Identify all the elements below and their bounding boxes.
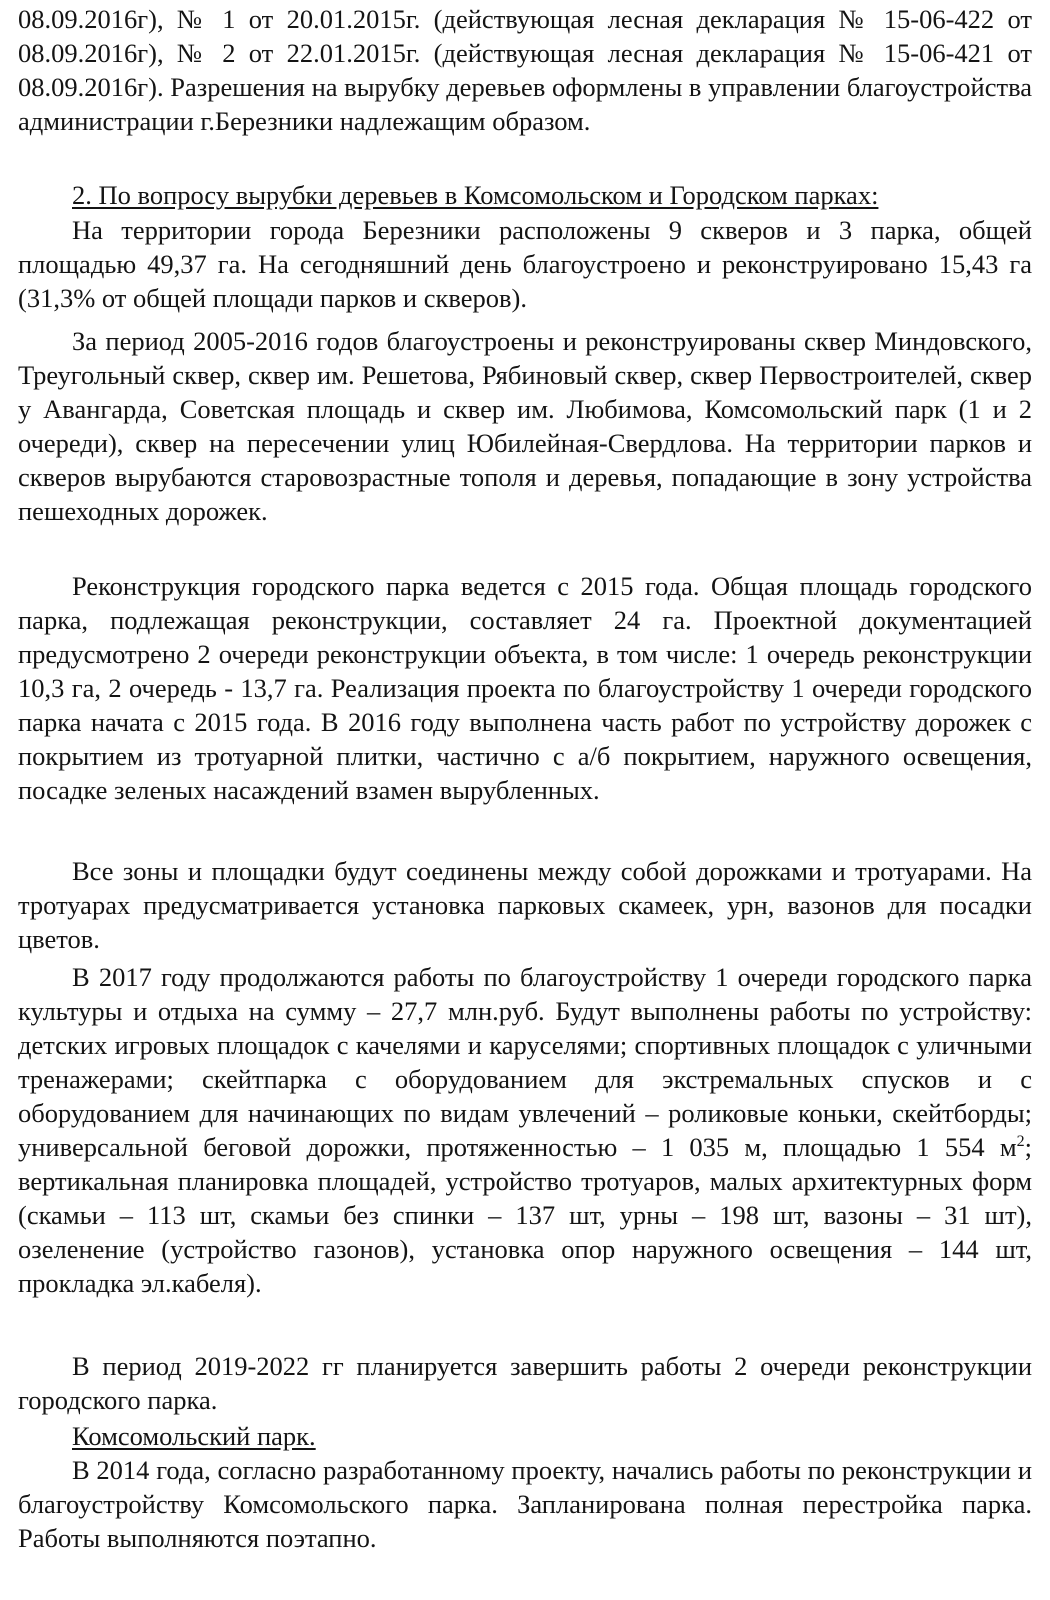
paragraph-2019-2022-plan: В период 2019-2022 гг планируется завершить работы 2 очереди реконструкции городского парка. <box>18 1351 1032 1415</box>
paragraph-2017-works-text: В 2017 году продолжаются работы по благоустройству 1 очереди городского парка культуры и отдыха на сумму – 27,7 млн.руб. Будут выполнены работы по устройству: детских игровых площадок с качелями и каруселями; спортивных площадок с уличными тренажерами; скейтпарка с оборудованием для экстремальных спусков и с оборудованием для начинающих по видам увлечений – роликовые коньки, скейтборды; универсальной беговой дорожки, протяженностью – 1 035 м, площадью 1 554 м <box>18 962 1032 1162</box>
paragraph-2017-works <box>18 960 1032 1300</box>
paragraph-2017-works-text-continued: ; вертикальная планировка площадей, устройство тротуаров, малых архитектурных форм (скамьи – 113 шт, скамьи без спинки – 137 шт, урны – 198 шт, вазоны – 31 шт), озеленение (устройство газонов), установка опор наружного освещения – 144 шт, прокладка эл.кабеля). <box>18 1132 1032 1298</box>
section-heading-text: 2. По вопросу вырубки деревьев в Комсомольском и Городском парках: <box>72 180 879 210</box>
paragraph-permits: 08.09.2016г), № 1 от 20.01.2015г. (действующая лесная декларация № 15-06-422 от 08.09.2016г), № 2 от 22.01.2015г. (действующая лесная декларация № 15-06-421 от 08.09.2016г). Разрешения на вырубку деревьев оформлены в управлении благоустройства администрации г.Березники надлежащим образом. <box>18 4 1032 136</box>
square-meter-superscript: 2 <box>1016 1133 1025 1151</box>
section-heading-komsomolsky-park <box>18 1419 1032 1453</box>
komsomolsky-park-heading-text: Комсомольский парк. <box>72 1421 316 1451</box>
paragraph-zones-and-walkways: Все зоны и площадки будут соединены между собой дорожками и тротуарами. На тротуарах предусматривается установка парковых скамеек, урн, вазонов для посадки цветов. <box>18 856 1032 954</box>
paragraph-parks-area: На территории города Березники расположены 9 скверов и 3 парка, общей площадью 49,37 га. На сегодняшний день благоустроено и реконструировано 15,43 га (31,3% от общей площади парков и скверов). <box>18 215 1032 313</box>
section-heading-tree-felling <box>18 178 1032 212</box>
paragraph-city-park-reconstruction: Реконструкция городского парка ведется с 2015 года. Общая площадь городского парка, подлежащая реконструкции, составляет 24 га. Проектной документацией предусмотрено 2 очереди реконструкции объекта, в том числе: 1 очередь реконструкции 10,3 га, 2 очередь - 13,7 га. Реализация проекта по благоустройству 1 очереди городского парка начата с 2015 года. В 2016 году выполнена часть работ по устройству дорожек с покрытием из тротуарной плитки, частично с а/б покрытием, наружного освещения, посадке зеленых насаждений взамен вырубленных. <box>18 571 1032 805</box>
paragraph-komsomolsky-park: В 2014 года, согласно разработанному проекту, начались работы по реконструкции и благоустройству Комсомольского парка. Запланирована полная перестройка парка. Работы выполняются поэтапно. <box>18 1455 1032 1553</box>
paragraph-reconstructed-squares: За период 2005-2016 годов благоустроены и реконструированы сквер Миндовского, Треугольный сквер, сквер им. Решетова, Рябиновый сквер, сквер Первостроителей, сквер у Авангарда, Советская площадь и сквер им. Любимова, Комсомольский парк (1 и 2 очереди), сквер на пересечении улиц Юбилейная-Свердлова. На территории парков и скверов вырубаются старовозрастные тополя и деревья, попадающие в зону устройства пешеходных дорожек. <box>18 326 1032 526</box>
